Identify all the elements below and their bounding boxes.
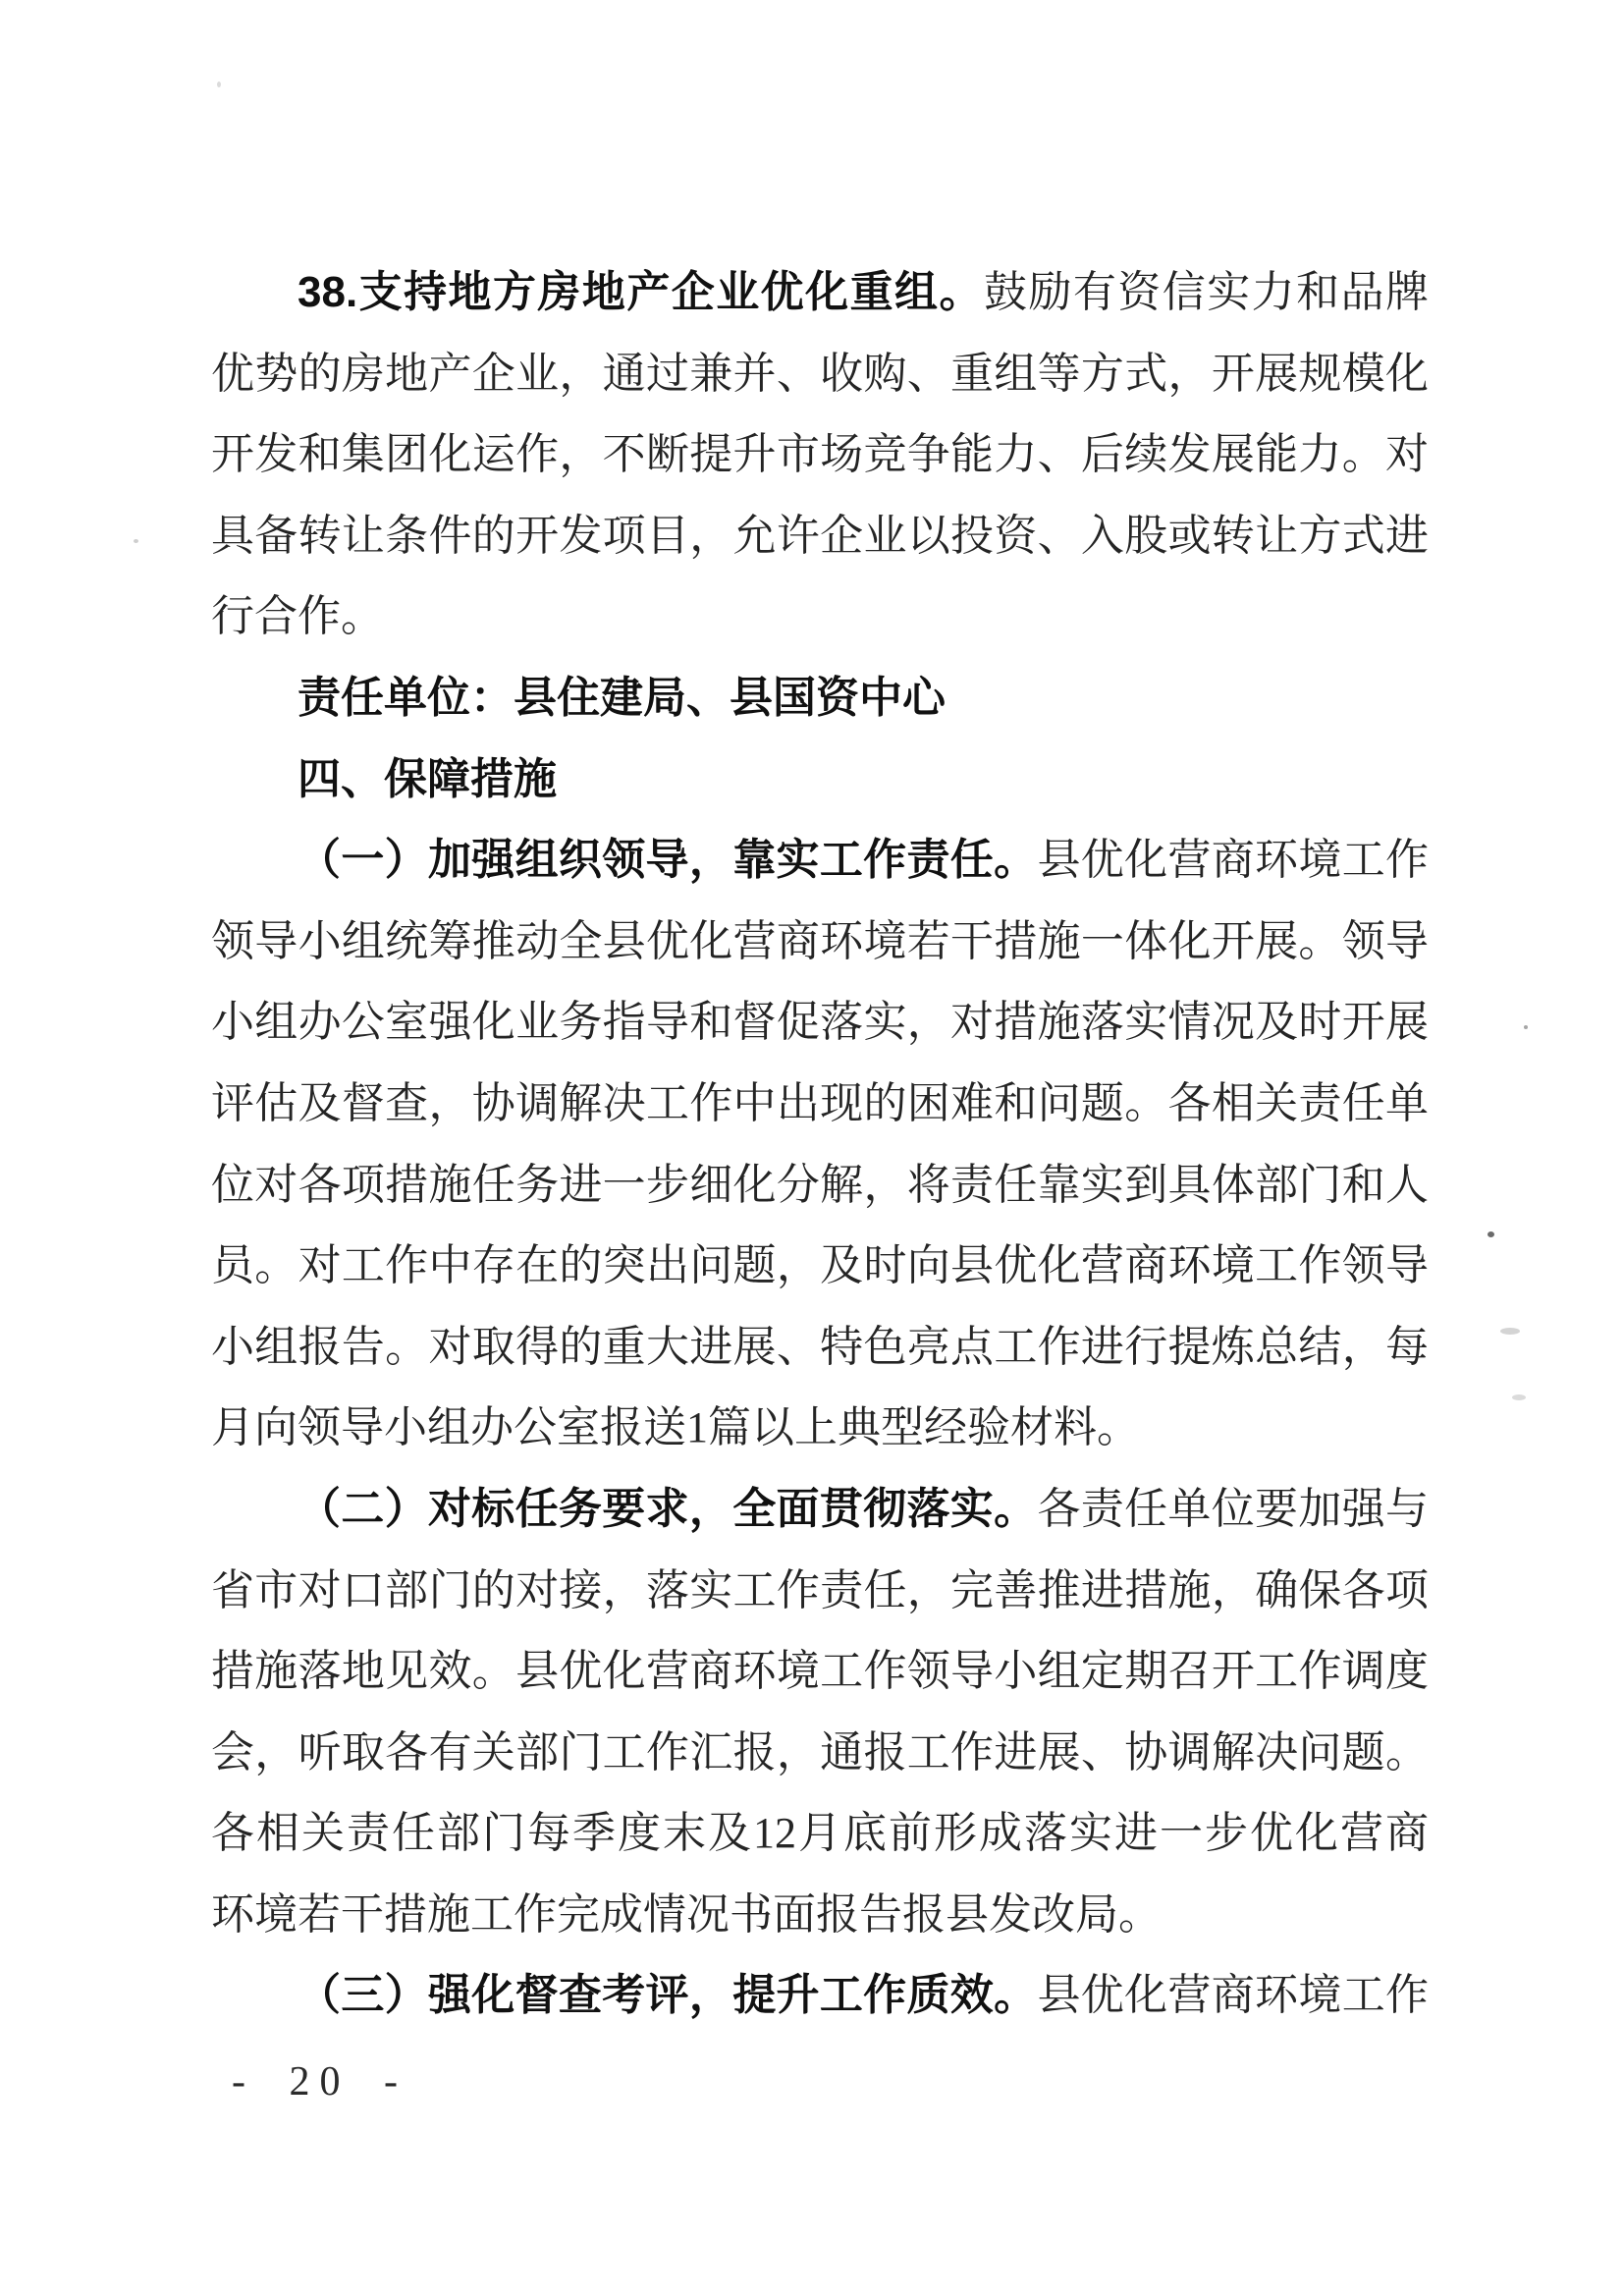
text-line: [211, 496, 1429, 577]
text-line: [211, 252, 1429, 334]
text-line: [211, 1713, 1429, 1794]
text-segment: 措施落地见效。县优化营商环境工作领导小组定期召开工作调度: [211, 1647, 1429, 1696]
text-segment-bold: （三）强化督查考评，提升工作质效。: [298, 1971, 1038, 2020]
scan-speck: [217, 82, 221, 87]
text-segment-bold: （二）对标任务要求，全面贯彻落实。: [298, 1484, 1038, 1533]
scan-speck: [1500, 1328, 1520, 1335]
text-segment-bold: 责任单位：县住建局、县国资中心: [298, 673, 946, 722]
text-line: [211, 1631, 1429, 1713]
text-segment: 县优化营商环境工作: [1037, 836, 1430, 885]
text-block: [211, 252, 1429, 2037]
text-line: [211, 739, 1429, 821]
text-line: [211, 1875, 1429, 1956]
text-segment: 优势的房地产企业，通过兼并、收购、重组等方式，开展规模化: [211, 349, 1429, 398]
text-line: [211, 1388, 1429, 1469]
text-segment: 评估及督查，协调解决工作中出现的困难和问题。各相关责任单: [211, 1078, 1429, 1127]
text-segment: 小组报告。对取得的重大进展、特色亮点工作进行提炼总结，每: [211, 1322, 1429, 1371]
text-line: [211, 820, 1429, 902]
text-segment-bold: （一）加强组织领导，靠实工作责任。: [298, 836, 1038, 885]
scan-speck: [1488, 1231, 1494, 1237]
text-line: [211, 1551, 1429, 1632]
text-line: [211, 334, 1429, 415]
text-segment: 小组办公室强化业务指导和督促落实，对措施落实情况及时开展: [211, 998, 1429, 1047]
text-line: [211, 576, 1429, 658]
text-line: [211, 414, 1429, 496]
text-segment: 省市对口部门的对接，落实工作责任，完善推进措施，确保各项: [211, 1565, 1429, 1614]
text-line: [211, 1226, 1429, 1307]
text-segment-bold: 四、保障措施: [298, 754, 557, 803]
scan-speck: [1512, 1394, 1526, 1400]
text-segment-bold: 38.支持地方房地产企业优化重组。: [298, 268, 984, 316]
text-segment: 各相关责任部门每季度末及12月底前形成落实进一步优化营商: [211, 1809, 1429, 1858]
text-segment: 县优化营商环境工作: [1037, 1971, 1430, 2020]
text-segment: 领导小组统筹推动全县优化营商环境若干措施一体化开展。领导: [211, 916, 1429, 965]
text-line: [211, 902, 1429, 983]
text-line: [211, 658, 1429, 739]
text-line: [211, 1064, 1429, 1145]
text-segment: 会，听取各有关部门工作汇报，通报工作进展、协调解决问题。: [211, 1727, 1429, 1777]
text-segment: 月向领导小组办公室报送1篇以上典型经验材料。: [211, 1403, 1140, 1452]
text-line: [211, 1955, 1429, 2037]
text-line: [211, 1145, 1429, 1227]
text-segment: 环境若干措施工作完成情况书面报告报县发改局。: [211, 1889, 1162, 1939]
text-segment: 员。对工作中存在的突出问题，及时向县优化营商环境工作领导: [211, 1241, 1429, 1290]
text-segment: 位对各项措施任务进一步细化分解，将责任靠实到具体部门和人: [211, 1160, 1429, 1209]
text-segment: 开发和集团化运作，不断提升市场竞争能力、后续发展能力。对: [211, 430, 1429, 479]
text-segment: 具备转让条件的开发项目，允许企业以投资、入股或转让方式进: [211, 511, 1429, 560]
text-segment: 行合作。: [211, 592, 384, 641]
text-line: [211, 1469, 1429, 1551]
text-segment: 各责任单位要加强与: [1037, 1484, 1430, 1533]
page-number: - 20 -: [232, 2059, 407, 2105]
text-line: [211, 982, 1429, 1064]
text-line: [211, 1793, 1429, 1875]
scan-speck: [134, 539, 138, 543]
text-segment: 鼓励有资信实力和品牌: [983, 268, 1429, 316]
scan-speck: [1524, 1025, 1528, 1029]
text-line: [211, 1307, 1429, 1389]
